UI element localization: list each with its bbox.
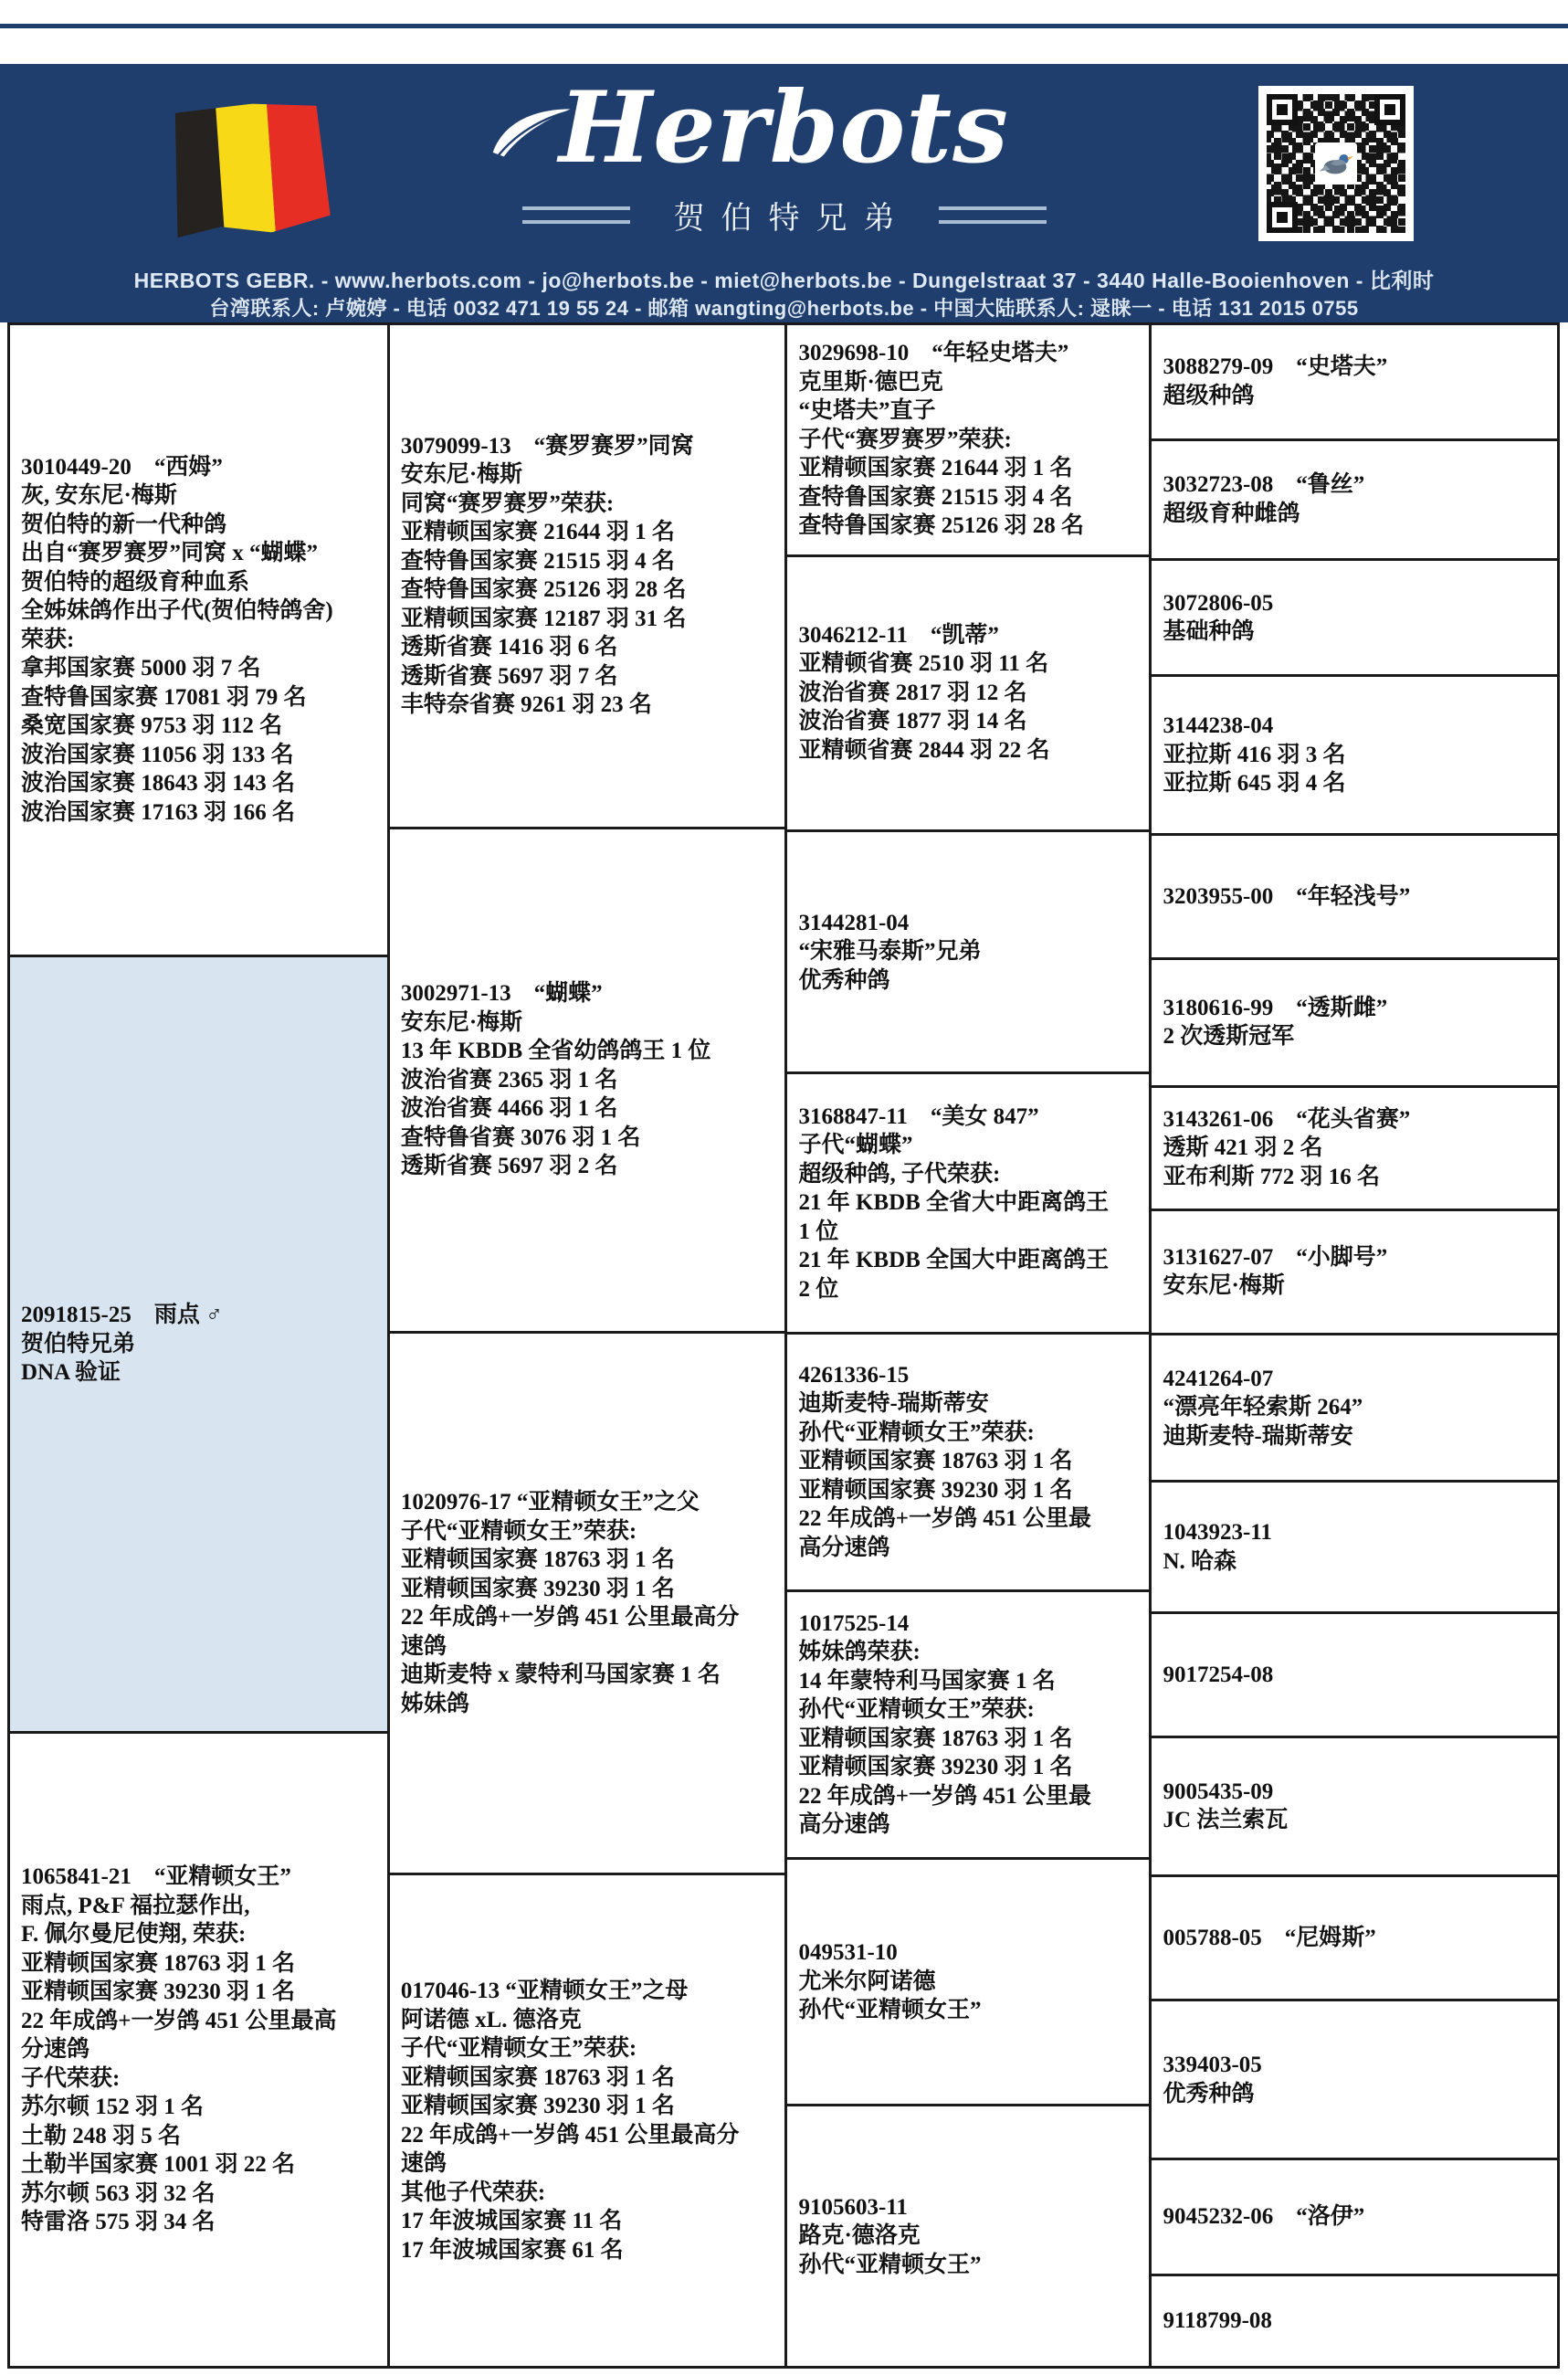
pedigree-cell-4241264-07: 4241264-07 “漂亮年轻索斯 264” 迪斯麦特-瑞斯蒂安 xyxy=(1152,1335,1557,1483)
belgium-flag-icon xyxy=(165,99,331,239)
pedigree-column-grandparents xyxy=(787,325,1152,2366)
header-band xyxy=(0,64,1568,322)
qr-finder-icon xyxy=(1267,94,1298,125)
pedigree-cell-1065841-21: 1065841-21 “亚精顿女王” 雨点, P&F 福拉瑟作出, F. 佩尔曼尼使翔, 荣获: 亚精顿国家赛 18763 羽 1 名 亚精顿国家赛 39230 羽 1 名 22 年成鸽+一岁鸽 451 公里最高 分速鸽 子代荣获: 苏尔顿 152 羽 1 名 土勒 248 羽 5 名 土勒半国家赛 1001 羽 22 名 苏尔顿 563 羽 32 名 特雷洛 575 羽 34 名 xyxy=(21,1864,337,2235)
qr-code xyxy=(1258,86,1414,241)
herbots-logo xyxy=(437,70,1131,238)
pedigree-cell-005788-05: 005788-05 “尼姆斯” xyxy=(1152,1877,1557,2001)
pedigree-cell-3010449-20: 3010449-20 “西姆” 灰, 安东尼·梅斯 贺伯特的新一代种鸽 出自“赛罗赛罗”同窝 x “蝴蝶” 贺伯特的超级育种血系 全姊妹鸽作出子代(贺伯特鸽舍) 荣获: 拿邦国家赛 5000 羽 7 名 查特鲁国家赛 17081 羽 79 名 桑宽国家赛 9753 羽 112 名 波治国家赛 11056 羽 133 名 波治国家赛 18643 羽 143 名 波治国家赛 17163 羽 166 名 xyxy=(10,325,387,957)
pedigree-cell-339403-05: 339403-05 优秀种鸽 xyxy=(1152,2001,1557,2160)
pedigree-cell-017046-13: 017046-13 “亚精顿女王”之母 阿诺德 xL. 德洛克 子代“亚精顿女王”荣获: 亚精顿国家赛 18763 羽 1 名 亚精顿国家赛 39230 羽 1 名 22 年成鸽+一岁鸽 451 公里最高分 速鸽 其他子代荣获: 17 年波城国家赛 11 名 17 年波城国家赛 61 名 xyxy=(400,1979,740,2263)
pedigree-cell-9105603-11: 9105603-11 路克·德洛克 孙代“亚精顿女王” xyxy=(798,2194,982,2277)
pedigree-cell-3072806-05: 3072806-05 基础种鸽 xyxy=(1152,561,1557,677)
pedigree-cell-9045232-06: 9045232-06 “洛伊” xyxy=(1152,2160,1557,2276)
pedigree-cell-1020976-17: 1020976-17 “亚精顿女王”之父 子代“亚精顿女王”荣获: 亚精顿国家赛 18763 羽 1 名 亚精顿国家赛 39230 羽 1 名 22 年成鸽+一岁鸽 451 公里最高分 速鸽 迪斯麦特 x 蒙特利马国家赛 1 名 姊妹鸽 xyxy=(390,1334,785,1875)
pedigree-cell-3046212-11: 3046212-11 “凯蒂” 亚精顿省赛 2510 羽 11 名 波治省赛 2817 羽 12 名 波治省赛 1877 羽 14 名 亚精顿省赛 2844 羽 22 名 xyxy=(787,557,1149,832)
pedigree-cell-3131627-07: 3131627-07 “小脚号” 安东尼·梅斯 xyxy=(1152,1211,1557,1335)
pedigree-cell-3203955-00: 3203955-00 “年轻浅号” xyxy=(1152,836,1557,960)
qr-finder-icon xyxy=(1374,94,1405,125)
qr-finder-icon xyxy=(1267,202,1298,233)
pedigree-cell-9005435-09: 9005435-09 JC 法兰索瓦 xyxy=(1152,1738,1557,1878)
pedigree-cell-3168847-11: 3168847-11 “美女 847” 子代“蝴蝶” 超级种鸽, 子代荣获: 21 年 KBDB 全省大中距离鸽王 1 位 21 年 KBDB 全国大中距离鸽王 2 位 xyxy=(787,1074,1149,1334)
pigeon-icon xyxy=(1315,142,1357,185)
pedigree-cell-3144281-04: 3144281-04 “宋雅马泰斯”兄弟 优秀种鸽 xyxy=(787,832,1149,1075)
pedigree-cell-3143261-06: 3143261-06 “花头省赛” 透斯 421 羽 2 名 亚布利斯 772 羽 16 名 xyxy=(1152,1088,1557,1212)
pedigree-column-greatgrandparents xyxy=(1152,325,1557,2366)
pedigree-cell-049531-10: 049531-10 尤米尔阿诺德 孙代“亚精顿女王” xyxy=(787,1860,1149,2106)
feather-icon xyxy=(485,103,578,165)
pedigree-cell-2091815-25: 2091815-25 雨点 ♂ 贺伯特兄弟 DNA 验证 xyxy=(10,957,387,1733)
logo-left-rule xyxy=(522,206,630,224)
top-rule xyxy=(0,24,1568,28)
pedigree-cell-9017254-08: 9017254-08 xyxy=(1152,1614,1557,1738)
pedigree-cell-4261336-15: 4261336-15 迪斯麦特-瑞斯蒂安 孙代“亚精顿女王”荣获: 亚精顿国家赛 18763 羽 1 名 亚精顿国家赛 39230 羽 1 名 22 年成鸽+一岁鸽 451 公里最 高分速鸽 xyxy=(787,1335,1149,1592)
flag-yellow-stripe xyxy=(216,102,276,236)
pedigree-cell-3180616-99: 3180616-99 “透斯雌” 2 次透斯冠军 xyxy=(1152,960,1557,1088)
pedigree-column-subject xyxy=(10,325,390,2366)
pedigree-cell-1043923-11: 1043923-11 N. 哈森 xyxy=(1152,1483,1557,1614)
flag-black-stripe xyxy=(165,106,225,239)
pedigree-cell-3002971-13: 3002971-13 “蝴蝶” 安东尼·梅斯 13 年 KBDB 全省幼鸽鸽王 1 位 波治省赛 2365 羽 1 名 波治省赛 4466 羽 1 名 查特鲁省赛 3076 羽 1 名 透斯省赛 5697 羽 2 名 xyxy=(390,829,785,1335)
pedigree-cell-1017525-14: 1017525-14 姊妹鸽荣获: 14 年蒙特利马国家赛 1 名 孙代“亚精顿女王”荣获: 亚精顿国家赛 18763 羽 1 名 亚精顿国家赛 39230 羽 1 名 22 年成鸽+一岁鸽 451 公里最 高分速鸽 xyxy=(787,1592,1149,1860)
pedigree-cell-3029698-10: 3029698-10 “年轻史塔夫” 克里斯·德巴克 “史塔夫”直子 子代“赛罗赛罗”荣获: 亚精顿国家赛 21644 羽 1 名 查特鲁国家赛 21515 羽 4 名 查特鲁国家赛 25126 羽 28 名 xyxy=(787,325,1149,557)
pedigree-cell-3079099-13: 3079099-13 “赛罗赛罗”同窝 安东尼·梅斯 同窝“赛罗赛罗”荣获: 亚精顿国家赛 21644 羽 1 名 查特鲁国家赛 21515 羽 4 名 查特鲁国家赛 25126 羽 28 名 亚精顿国家赛 12187 羽 31 名 透斯省赛 1416 羽 6 名 透斯省赛 5697 羽 7 名 丰特奈省赛 9261 羽 23 名 xyxy=(390,325,785,829)
contact-line-2: 台湾联系人: 卢婉婷 - 电话 0032 471 19 55 24 - 邮箱 wangting@herbots.be - 中国大陆联系人: 逯睐一 - 电话 131 2015 0755 xyxy=(209,297,1359,320)
brand-chinese: 贺伯特兄弟 xyxy=(673,200,911,238)
brand-script: Herbots xyxy=(559,77,1009,180)
pedigree-cell-3144238-04: 3144238-04 亚拉斯 416 羽 3 名 亚拉斯 645 羽 4 名 xyxy=(1152,677,1557,836)
pedigree-cell-9118799-08: 9118799-08 xyxy=(1163,2308,1272,2334)
pedigree-column-parents xyxy=(390,325,788,2366)
pedigree-cell-3032723-08: 3032723-08 “鲁丝” 超级育种雌鸽 xyxy=(1152,441,1557,561)
logo-right-rule xyxy=(939,206,1047,224)
flag-red-stripe xyxy=(267,99,331,232)
pedigree-cell-3088279-09: 3088279-09 “史塔夫” 超级种鸽 xyxy=(1152,325,1557,441)
contact-line-1: HERBOTS GEBR. - www.herbots.com - jo@herbots.be - miet@herbots.be - Dungelstraat 37 - 3440 Halle-Booienhoven - 比利时 xyxy=(133,269,1435,292)
pedigree-table xyxy=(7,322,1560,2369)
